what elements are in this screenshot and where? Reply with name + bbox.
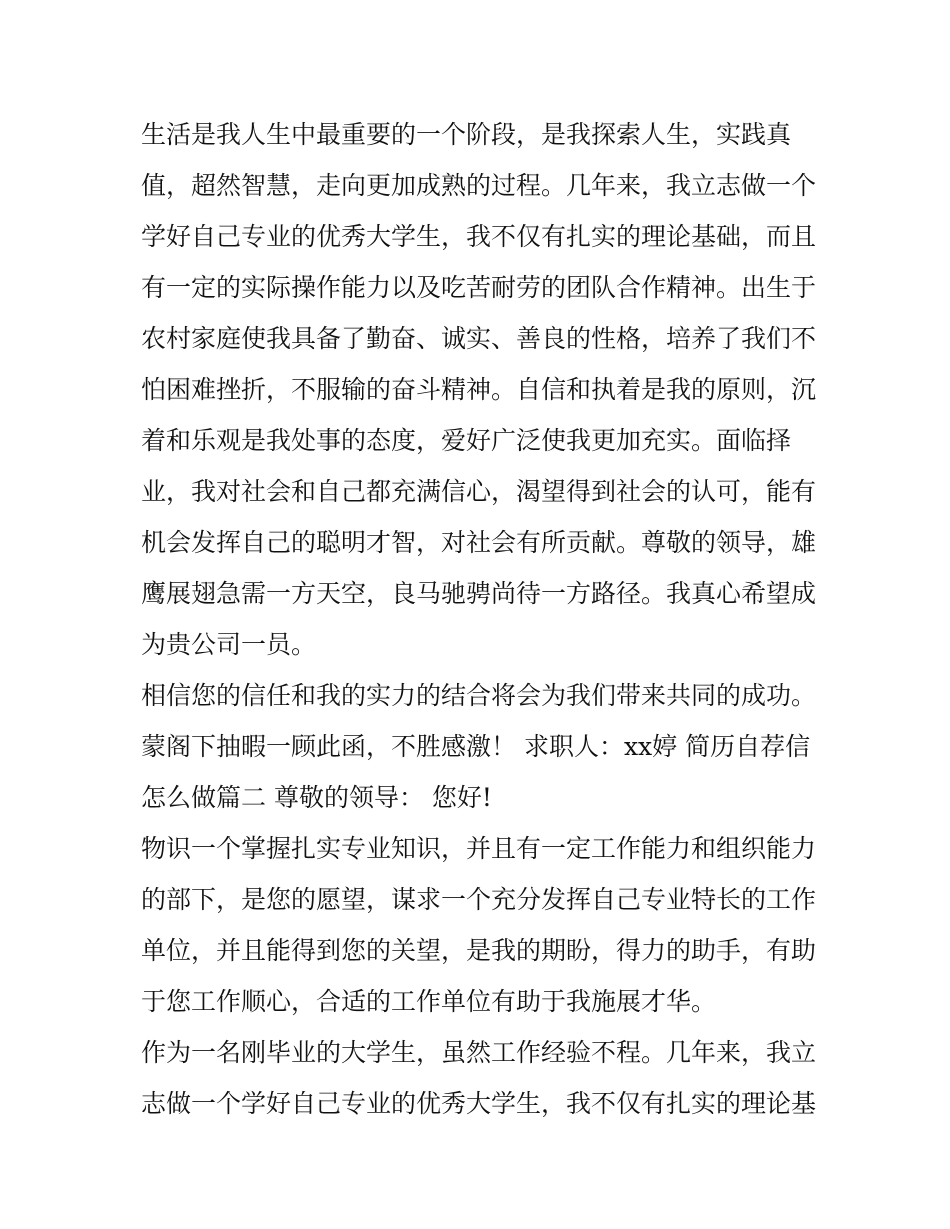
text-line: 着和乐观是我处事的态度，爱好广泛使我更加充实。面临择	[141, 426, 792, 455]
text-line: 为贵公司一员。	[141, 630, 317, 659]
text-line: 志做一个学好自己专业的优秀大学生，我不仅有扎实的理论基	[141, 1089, 817, 1118]
text-line: 相信您的信任和我的实力的结合将会为我们带来共同的成功。	[141, 681, 817, 710]
text-line: 蒙阁下抽暇一顾此函，不胜感激！ 求职人：xx婷 简历自荐信	[141, 732, 811, 761]
text-line: 值，超然智慧，走向更加成熟的过程。几年来，我立志做一个	[141, 171, 817, 200]
text-line: 物识一个掌握扎实专业知识，并且有一定工作能力和组织能力	[141, 834, 817, 863]
text-line: 于您工作顺心，合适的工作单位有助于我施展才华。	[141, 987, 717, 1016]
text-line: 作为一名刚毕业的大学生，虽然工作经验不程。几年来，我立	[141, 1038, 817, 1067]
body-text	[141, 109, 821, 1129]
text-line: 怎么做篇二 尊敬的领导： 您好!	[141, 783, 492, 812]
text-line: 的部下，是您的愿望，谋求一个充分发挥自己专业特长的工作	[141, 885, 817, 914]
text-line: 怕困难挫折，不服输的奋斗精神。自信和执着是我的原则，沉	[141, 375, 817, 404]
text-line: 业，我对社会和自己都充满信心，渴望得到社会的认可，能有	[141, 477, 817, 506]
text-line: 学好自己专业的优秀大学生，我不仅有扎实的理论基础，而且	[141, 222, 817, 251]
text-line: 鹰展翅急需一方天空，良马驰骋尚待一方路径。我真心希望成	[141, 579, 817, 608]
text-line: 机会发挥自己的聪明才智，对社会有所贡献。尊敬的领导，雄	[141, 528, 817, 557]
text-line: 农村家庭使我具备了勤奋、诚实、善良的性格，培养了我们不	[141, 324, 817, 353]
text-line: 生活是我人生中最重要的一个阶段，是我探索人生，实践真	[141, 120, 792, 149]
text-line: 有一定的实际操作能力以及吃苦耐劳的团队合作精神。出生于	[141, 273, 817, 302]
text-line: 单位，并且能得到您的关望，是我的期盼，得力的助手，有助	[141, 936, 817, 965]
